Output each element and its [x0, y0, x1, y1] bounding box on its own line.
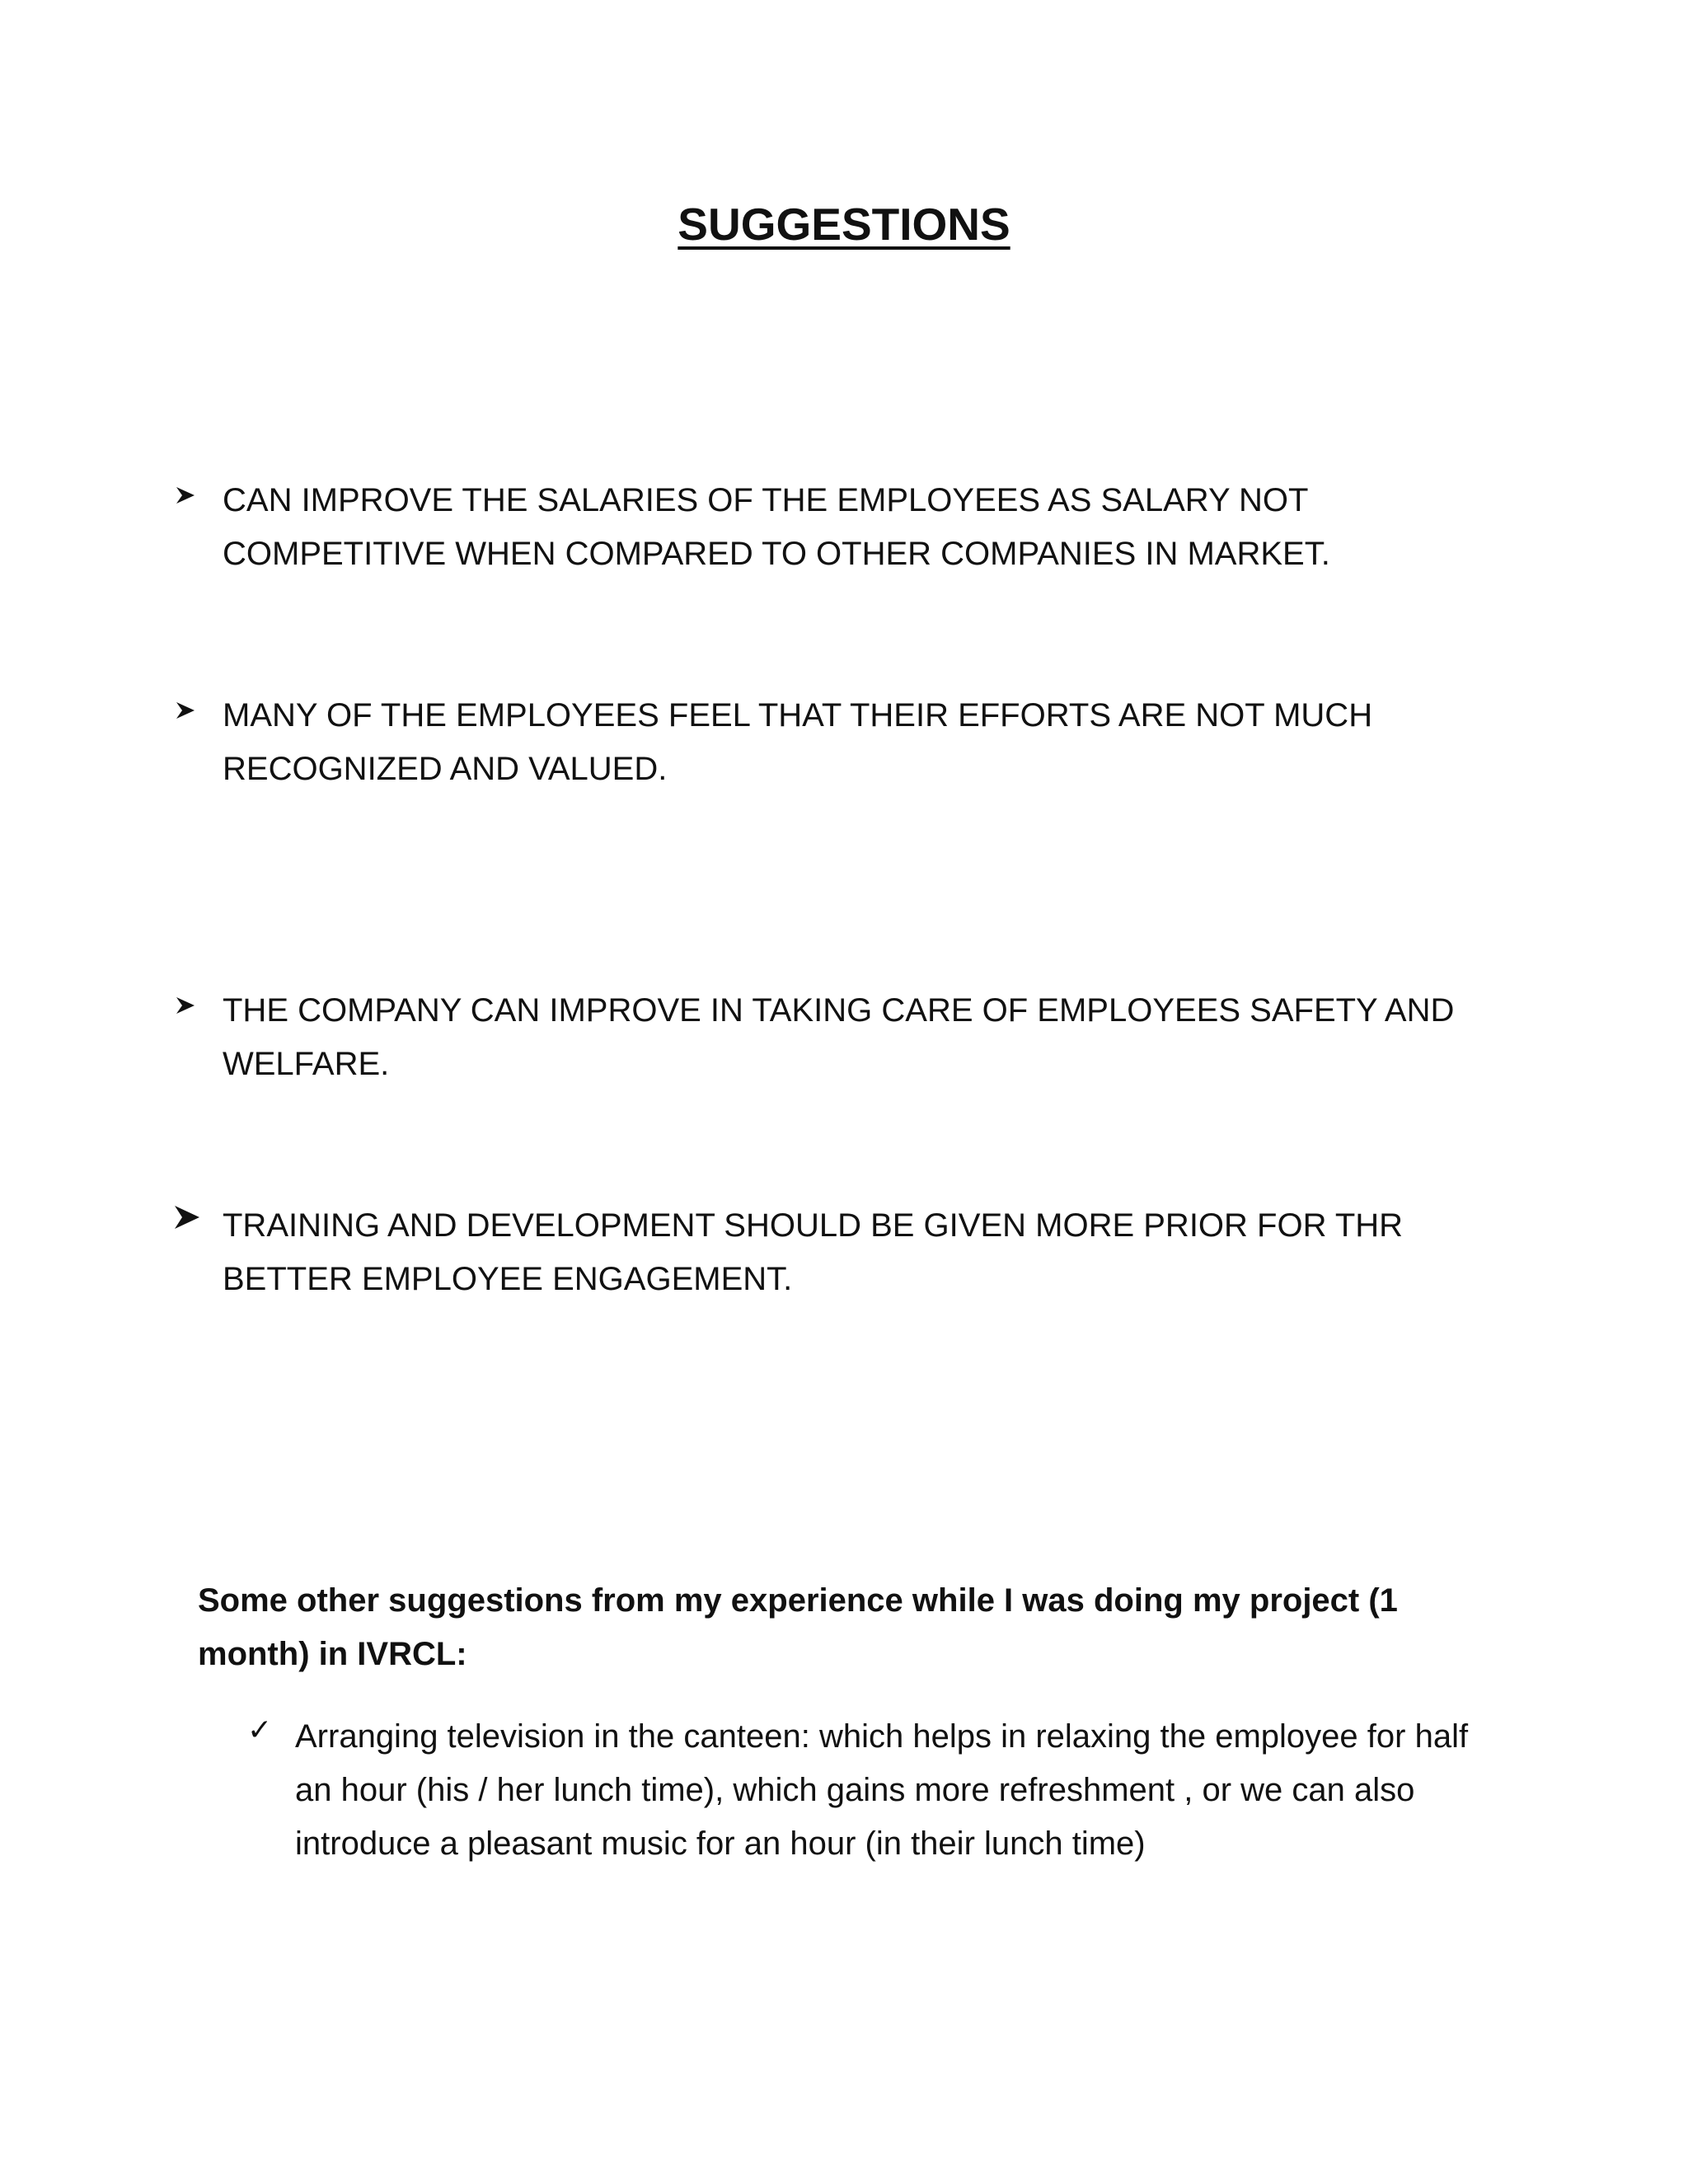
suggestion-text: MANY OF THE EMPLOYEES FEEL THAT THEIR EFFORTS ARE NOT MUCH RECOGNIZED AND VALUED. — [223, 697, 1373, 787]
page-title: SUGGESTIONS — [678, 199, 1010, 250]
suggestion-text: THE COMPANY CAN IMPROVE IN TAKING CARE OF EMPLOYEES SAFETY AND WELFARE. — [223, 992, 1455, 1082]
arrowhead-bullet-icon — [173, 479, 206, 512]
suggestion-text: CAN IMPROVE THE SALARIES OF THE EMPLOYEES AS SALARY NOT COMPETITIVE WHEN COMPARED TO OTHER COMPANIES IN MARKET. — [223, 482, 1330, 572]
other-suggestions-heading: Some other suggestions from my experience while I was doing my project (1 month) in IVRCL: — [198, 1582, 1398, 1672]
other-suggestion-text: Arranging television in the canteen: which helps in relaxing the employee for half an hour (his / her lunch time), which gains more refreshment , or we can also introduce a pleasant music for an hour (in their lunch time) — [295, 1718, 1469, 1862]
suggestion-text: TRAINING AND DEVELOPMENT SHOULD BE GIVEN MORE PRIOR FOR THR BETTER EMPLOYEE ENGAGEMENT. — [223, 1207, 1404, 1297]
arrowhead-bullet-icon — [173, 1201, 206, 1234]
arrowhead-bullet-icon — [173, 989, 206, 1022]
checkmark-icon: ✓ — [247, 1713, 273, 1747]
arrowhead-bullet-icon — [173, 694, 206, 727]
